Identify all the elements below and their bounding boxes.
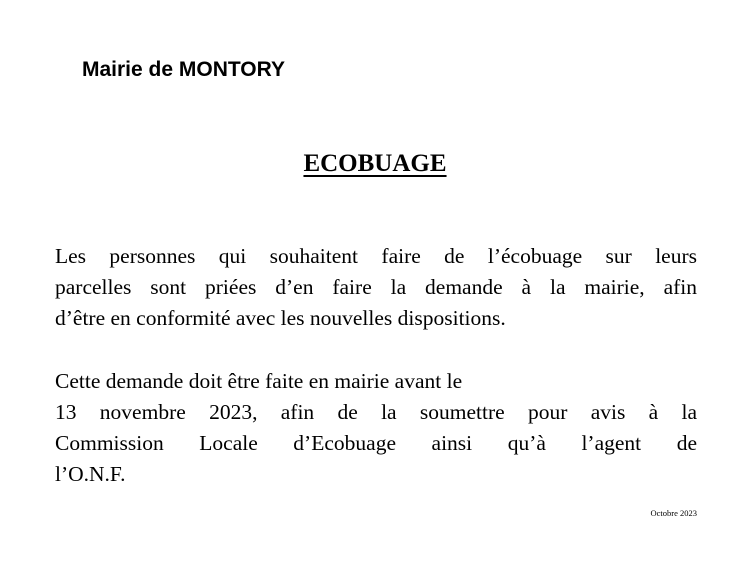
paragraph-line: Les personnes qui souhaitent faire de l’écobuage sur leurs [55, 244, 697, 268]
paragraph-line: d’être en conformité avec les nouvelles dispositions. [55, 306, 506, 330]
document-title-text: ECOBUAGE [303, 150, 447, 177]
paragraph-line: parcelles sont priées d’en faire la demande à la mairie, afin [55, 275, 697, 299]
paragraph-line: l’O.N.F. [55, 462, 126, 486]
document-title [0, 148, 750, 180]
document-date: Octobre 2023 [650, 508, 697, 518]
paragraph-request-procedure [55, 241, 697, 334]
paragraph-line: Cette demande doit être faite en mairie avant le [55, 369, 463, 393]
paragraph-line: Commission Locale d’Ecobuage ainsi qu’à l’agent de [55, 431, 697, 455]
paragraph-line: 13 novembre 2023, afin de la soumettre pour avis à la [55, 400, 697, 424]
paragraph-deadline [55, 366, 697, 490]
organization-header: Mairie de MONTORY [82, 58, 286, 81]
